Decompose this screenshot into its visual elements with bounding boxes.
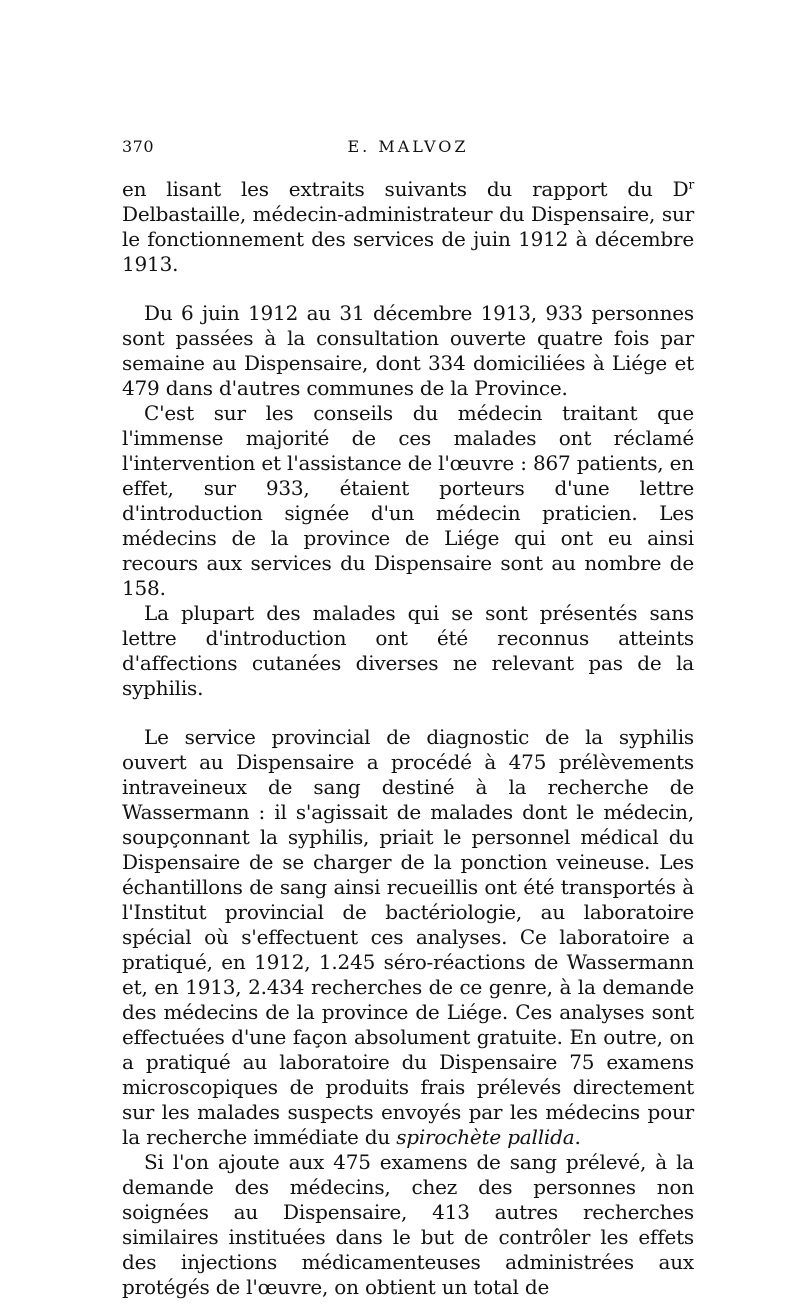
- running-title: E. MALVOZ: [347, 137, 469, 156]
- paragraph-consultation-stats: Du 6 juin 1912 au 31 décembre 1913, 933 personnes sont passées à la consultation ouverte quatre fois par semaine au Dispensaire, dont 334 domiciliées à Liége et 479 dans d'autres communes de la Province.: [122, 301, 694, 400]
- paragraph-referrals: C'est sur les conseils du médecin traitant que l'immense majorité de ces malades ont réclamé l'intervention et l'assistance de l'œuvre : 867 patients, en effet, sur 933, étaient porteurs d'une lettre d'introduction signée d'un médecin praticien. Les médecins de la province de Liége qui ont eu ainsi recours aux services du Dispensaire sont au nombre de 158.: [122, 401, 694, 600]
- page-header: [122, 137, 694, 163]
- paragraph-diagnostic-service: Le service provincial de diagnostic de la syphilis ouvert au Dispensaire a procédé à 475 prélèvements intraveineux de sang destiné à la recherche de Wassermann : il s'agissait de malades dont le médecin, soupçonnant la syphilis, priait le personnel médical du Dispensaire de se charger de la ponction veineuse. Les échantillons de sang ainsi recueillis ont été transportés à l'Institut provincial de bactériologie, au laboratoire spécial où s'effectuent ces analyses. Ce laboratoire a pratiqué, en 1912, 1.245 séro-réactions de Wassermann et, en 1913, 2.434 recherches de ce genre, à la demande des médecins de la province de Liége. Ces analyses sont effectuées d'une façon absolument gratuite. En outre, on a pratiqué au laboratoire du Dispensaire 75 examens microscopiques de produits frais prélevés directement sur les malades suspects envoyés par les médecins pour la recherche immédiate du spirochète pallida.: [122, 725, 694, 1149]
- body-text: [122, 177, 694, 1300]
- paragraph-continuation: en lisant les extraits suivants du rapport du $D^r$ Delbastaille, médecin-administrateur du Dispensaire, sur le fonctionnement des services de juin 1912 à décembre 1913.: [122, 177, 694, 276]
- paragraph-no-letter: La plupart des malades qui se sont présentés sans lettre d'introduction ont été reconnus atteints d'affections cutanées diverses ne relevant pas de la syphilis.: [122, 601, 694, 700]
- paragraph-gap: [122, 277, 694, 301]
- doctor-abbrev-superscript: r: [688, 177, 694, 192]
- species-name: spirochète pallida: [396, 1125, 575, 1149]
- paragraph-total: Si l'on ajoute aux 475 examens de sang prélevé, à la demande des médecins, chez des personnes non soignées au Dispensaire, 413 autres recherches similaires instituées dans le but de contrôler les effets des injections médicamenteuses administrées aux protégés de l'œuvre, on obtient un total de: [122, 1150, 694, 1299]
- page-number: 370: [122, 137, 155, 156]
- paragraph-gap: [122, 701, 694, 725]
